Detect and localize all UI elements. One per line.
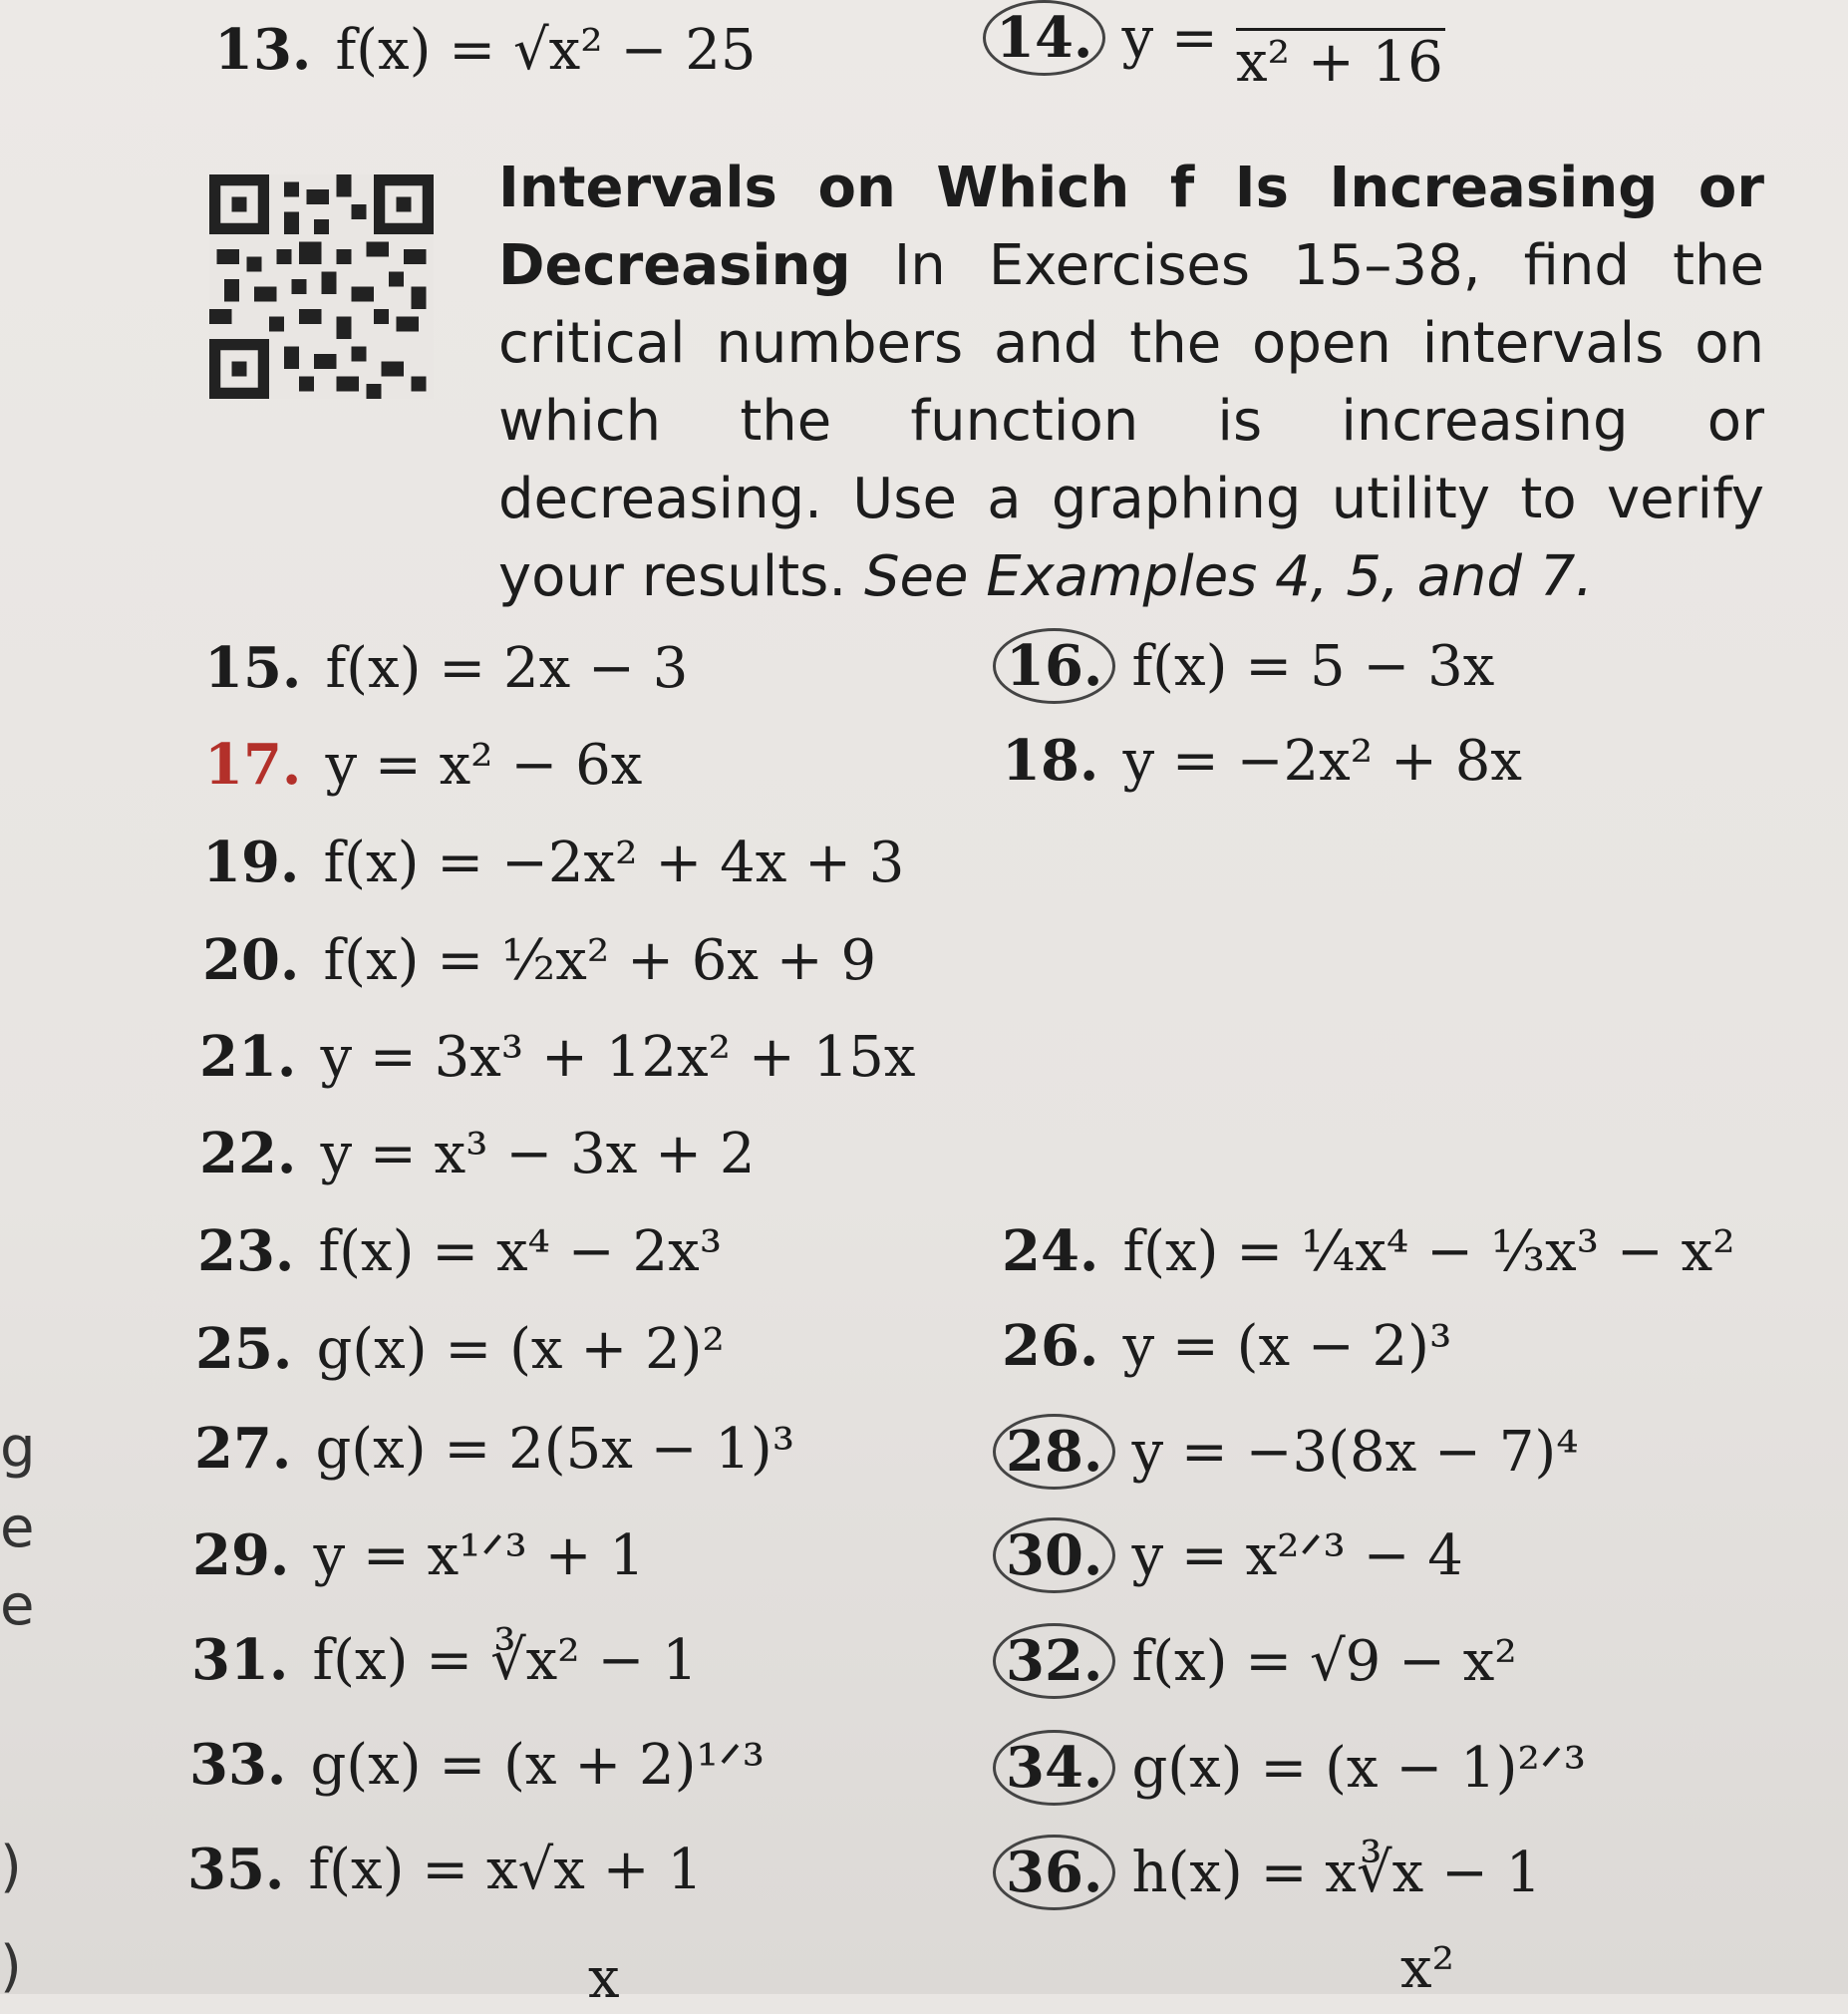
exercise-29 bbox=[192, 1520, 645, 1591]
exercise-number: 22. bbox=[199, 1121, 297, 1186]
exercise-expression: g(x) = (x + 2)¹ᐟ³ bbox=[310, 1733, 766, 1798]
exercise-lhs: y = bbox=[1121, 6, 1218, 71]
bottom-fragment-right: x² bbox=[1400, 1936, 1455, 2001]
exercise-24 bbox=[1002, 1216, 1735, 1287]
exercise-expression: g(x) = 2(5x − 1)³ bbox=[315, 1417, 795, 1482]
margin-letter: e bbox=[0, 1496, 35, 1560]
exercise-27 bbox=[194, 1414, 794, 1485]
exercise-expression: f(x) = ∛x² − 1 bbox=[312, 1628, 698, 1693]
section-title: Intervals on Which f Is Increasing or Decreasing bbox=[498, 156, 1764, 298]
exercise-34 bbox=[1007, 1730, 1586, 1806]
exercise-21 bbox=[199, 1022, 915, 1093]
exercise-19 bbox=[202, 828, 904, 898]
exercise-expression: h(x) = x∛x − 1 bbox=[1131, 1841, 1542, 1905]
exercise-number: 17. bbox=[204, 732, 302, 798]
exercise-22 bbox=[199, 1119, 756, 1189]
exercise-number: 24. bbox=[1002, 1218, 1099, 1284]
exercise-15 bbox=[204, 633, 688, 704]
exercise-18 bbox=[1002, 726, 1522, 797]
exercise-14 bbox=[997, 0, 1218, 76]
exercise-expression: f(x) = −2x² + 4x + 3 bbox=[323, 831, 905, 895]
margin-letter: ) bbox=[0, 1934, 22, 1999]
exercise-17 bbox=[204, 730, 642, 801]
exercise-number: 28. bbox=[993, 1414, 1115, 1490]
exercise-expression: f(x) = √x² − 25 bbox=[335, 18, 757, 83]
exercise-expression: f(x) = ½x² + 6x + 9 bbox=[323, 928, 877, 993]
exercise-expression: y = 3x³ + 12x² + 15x bbox=[320, 1025, 916, 1090]
exercise-expression: f(x) = ¼x⁴ − ⅓x³ − x² bbox=[1122, 1219, 1735, 1284]
exercise-number: 33. bbox=[189, 1732, 287, 1798]
exercise-expression: g(x) = (x + 2)² bbox=[316, 1317, 725, 1382]
exercise-number: 23. bbox=[197, 1218, 295, 1284]
exercise-20 bbox=[202, 925, 876, 996]
exercise-number: 20. bbox=[202, 927, 300, 993]
exercise-number: 27. bbox=[194, 1416, 292, 1482]
exercise-28 bbox=[1007, 1414, 1579, 1490]
exercise-number: 29. bbox=[192, 1522, 290, 1588]
exercise-36 bbox=[1007, 1835, 1541, 1910]
see-examples: See Examples 4, 5, and 7. bbox=[863, 544, 1594, 609]
exercise-number: 30. bbox=[993, 1517, 1115, 1593]
exercise-expression: y = x¹ᐟ³ + 1 bbox=[313, 1523, 645, 1588]
exercise-number: 35. bbox=[187, 1837, 285, 1902]
exercise-number: 21. bbox=[199, 1024, 297, 1090]
exercise-number: 18. bbox=[1002, 728, 1099, 794]
exercise-expression: y = −2x² + 8x bbox=[1122, 729, 1522, 794]
exercise-number: 31. bbox=[191, 1627, 289, 1693]
exercise-number: 25. bbox=[195, 1316, 293, 1382]
exercise-number: 15. bbox=[204, 635, 302, 701]
exercise-25 bbox=[195, 1314, 725, 1385]
exercise-14-denominator: x² + 16 bbox=[1236, 30, 1443, 95]
exercise-expression: y = x² − 6x bbox=[325, 733, 643, 798]
bottom-fragment-left: x bbox=[588, 1946, 620, 2011]
exercise-16 bbox=[1007, 628, 1494, 704]
exercise-33 bbox=[189, 1730, 765, 1801]
exercise-31 bbox=[191, 1625, 698, 1696]
exercise-expression: f(x) = 2x − 3 bbox=[325, 636, 689, 701]
exercise-number: 19. bbox=[202, 830, 300, 895]
exercise-32 bbox=[1007, 1623, 1517, 1699]
margin-letter: ) bbox=[0, 1835, 22, 1899]
exercise-23 bbox=[197, 1216, 722, 1287]
exercise-number: 16. bbox=[993, 628, 1115, 704]
exercise-number: 36. bbox=[993, 1835, 1115, 1910]
section-instruction: In Exercises 15–38, find the critical numbers and the open intervals on which the function is increasing or decreasing. Use a graphing utility to verify your results. bbox=[498, 233, 1764, 609]
exercise-number: 14. bbox=[983, 0, 1105, 76]
exercise-35 bbox=[187, 1835, 703, 1905]
exercise-number: 32. bbox=[993, 1623, 1115, 1699]
exercise-expression: f(x) = x⁴ − 2x³ bbox=[318, 1219, 723, 1284]
exercise-26 bbox=[1002, 1311, 1451, 1382]
exercise-13 bbox=[214, 15, 756, 86]
exercise-expression: y = x²ᐟ³ − 4 bbox=[1131, 1523, 1463, 1588]
exercise-expression: f(x) = √9 − x² bbox=[1131, 1629, 1517, 1694]
exercise-expression: g(x) = (x − 1)²ᐟ³ bbox=[1131, 1736, 1587, 1801]
qr-code-icon bbox=[209, 174, 434, 399]
exercise-number: 26. bbox=[1002, 1313, 1099, 1379]
exercise-expression: y = (x − 2)³ bbox=[1122, 1314, 1452, 1379]
margin-letter: g bbox=[0, 1416, 36, 1481]
exercise-expression: y = x³ − 3x + 2 bbox=[320, 1122, 756, 1186]
section-instructions bbox=[498, 150, 1764, 616]
exercise-number: 13. bbox=[214, 17, 312, 83]
exercise-30 bbox=[1007, 1517, 1463, 1593]
exercise-expression: y = −3(8x − 7)⁴ bbox=[1131, 1420, 1579, 1485]
margin-letter: e bbox=[0, 1573, 35, 1638]
exercise-expression: f(x) = x√x + 1 bbox=[308, 1838, 703, 1902]
exercise-number: 34. bbox=[993, 1730, 1115, 1806]
exercise-expression: f(x) = 5 − 3x bbox=[1131, 634, 1495, 699]
